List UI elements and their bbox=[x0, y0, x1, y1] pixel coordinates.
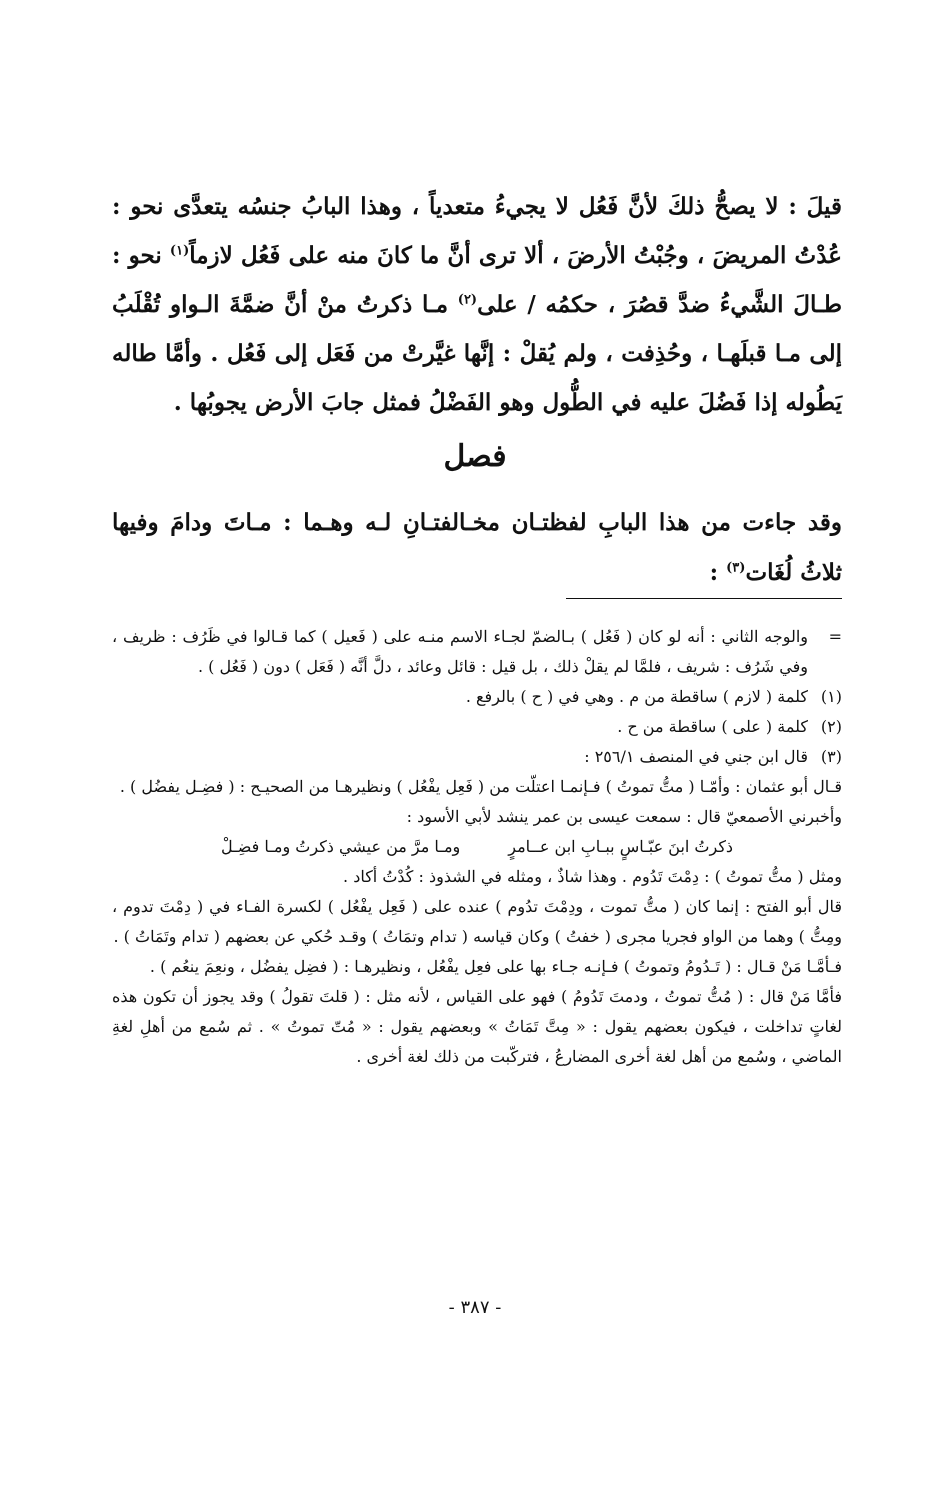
footnotes bbox=[112, 622, 842, 1072]
paragraph bbox=[112, 498, 842, 598]
quote-paragraph: فأمَّا مَنْ قال : ( مُتُّ تموتُ ، ودمتَ تَدُومُ ) فهو على القياس ، لأنه مثل : ( قلتَ تقولُ ) وقد يجوز أن تكون هذه لغاتٍ تداخلت ، فيكون بعضهم يقول : « مِتَّ تَمَاتُ » وبعضهم يقول : « مُتّ تموتُ » . ثم سُمع من أهلِ لغةِ الماضي ، وسُمع من أهل لغة أخرى المضارعُ ، فتركّبت من ذلك لغة أخرى . bbox=[112, 987, 842, 1066]
verse-line bbox=[112, 832, 842, 862]
footnote-item bbox=[112, 712, 842, 742]
quote-paragraph: قـال أبو عثمان : وأمّـا ( متُّ تموتُ ) فـإنمـا اعتلّت من ( فَعِل يفْعُل ) ونظيرهـا من الصحيـح : ( فضِـل يفضُل ) . bbox=[119, 777, 842, 796]
paragraph-text: مـا ذكرتُ منْ أنَّ ضمَّةَ الـواو تُقْلَبُ إلى مـا قبلَهـا ، وحُذِفت ، ولم يُقلْ : إنَّها غيَّرتْ من فَعَل إلى فَعُل . وأمَّا طاله يَطُوله إذا فَضُلَ عليه في الطُّول وهو الفَضْلُ فمثل جابَ الأرض يجوبُها . bbox=[112, 291, 842, 416]
footnote-text: قال ابن جني في المنصف ٢٥٦/١ : bbox=[584, 747, 808, 766]
footnote-separator bbox=[566, 598, 842, 599]
main-text bbox=[112, 182, 842, 427]
quote-paragraph: فـأمَّـا مَنْ قـال : ( تَـدُومُ وتموتُ ) فـإنـه جـاء بها على فعِل يفْعُل ، ونظيرهـا : ( فضِل يفضُل ، ونعِمَ ينعُم ) . bbox=[149, 957, 842, 976]
footnote-continuation bbox=[112, 622, 842, 682]
paragraph-text: نحو : طـالَ الشَّيءُ ضدَّ قصُرَ ، حكمُه / على bbox=[112, 242, 843, 318]
footnote-ref: (١) bbox=[169, 243, 190, 259]
footnote-item bbox=[112, 682, 842, 712]
footnote-mark: (٢) bbox=[820, 717, 842, 736]
quote-paragraph: قال أبو الفتح : إنما كان ( متُّ تموت ، ودِمْتَ تدُوم ) عنده على ( فَعِل يفْعُل ) لكسرة الفـاء في ( دِمْتَ تدوم ، ومِتُّ ) وهما من الواو فجريا مجرى ( خفتُ ) وكان قياسه ( تدام وتمَاتُ ) وقـد حُكي عن بعضهم ( تدام وتَمَاتُ ) . bbox=[112, 897, 842, 946]
footnote-quotation bbox=[112, 772, 842, 1072]
page-number: - ٣٨٧ - bbox=[448, 1297, 502, 1318]
footnote-mark: = bbox=[828, 627, 842, 646]
footnote-mark: (٣) bbox=[820, 747, 842, 766]
footnote-text: كلمة ( لازم ) ساقطة من م . وهي في ( ح ) بالرفع . bbox=[465, 687, 808, 706]
section-heading: فصل bbox=[443, 439, 507, 474]
quote-paragraph: وأخبرني الأصمعيّ قال : سمعت عيسى بن عمر ينشد لأبي الأسود : bbox=[406, 807, 842, 826]
verse-hemistich: ومـا مرَّ من عيشي ذكرتُ ومـا فضِـلْ bbox=[220, 837, 461, 856]
verse-hemistich: ذكرتُ ابنَ عبّـاسٍ ببـابِ ابن عــامرٍ bbox=[508, 837, 734, 856]
footnote-text: والوجه الثاني : أنه لو كان ( فَعُل ) بـالضمّ لجـاء الاسم منـه على ( فَعيل ) كما قـالوا في ظَرُف : ظريف ، وفي شَرُف : شريف ، فلمَّا لم يقلْ ذلك ، بل قيل : قائل وعائد ، دلَّ أنَّه ( فَعَل ) دون ( فَعُل ) . bbox=[112, 627, 808, 676]
paragraph-text: وقد جاءت من هذا البابِ لفظتـان مخـالفتـانِ لـه وهـما : مـاتَ ودامَ وفيها ثلاثُ لُغَات bbox=[112, 509, 842, 586]
paragraph-text: : bbox=[709, 559, 727, 586]
footnote-text: كلمة ( على ) ساقطة من ح . bbox=[617, 717, 808, 736]
footnote-ref: (٢) bbox=[457, 292, 478, 308]
quote-paragraph: ومثل ( متُّ تموتُ ) : دِمْتَ تَدُوم . وهذا شاذٌ ، ومثله في الشذوذ : كُدْتُ أكاد . bbox=[343, 867, 842, 886]
main-text-2 bbox=[112, 498, 842, 598]
paragraph bbox=[112, 182, 842, 427]
paragraph-text: قيلَ : لا يصحُّ ذلكَ لأنَّ فَعُل لا يجيءُ متعدياً ، وهذا البابُ جنسُه يتعدَّى نحو : عُدْتُ المريضَ ، وجُبْتُ الأرضَ ، ألا ترى أنَّ ما كانَ منه على فَعُل لازماً bbox=[112, 193, 842, 269]
footnote-mark: (١) bbox=[820, 687, 842, 706]
footnote-ref: (٣) bbox=[726, 560, 746, 576]
footnote-item bbox=[112, 742, 842, 772]
